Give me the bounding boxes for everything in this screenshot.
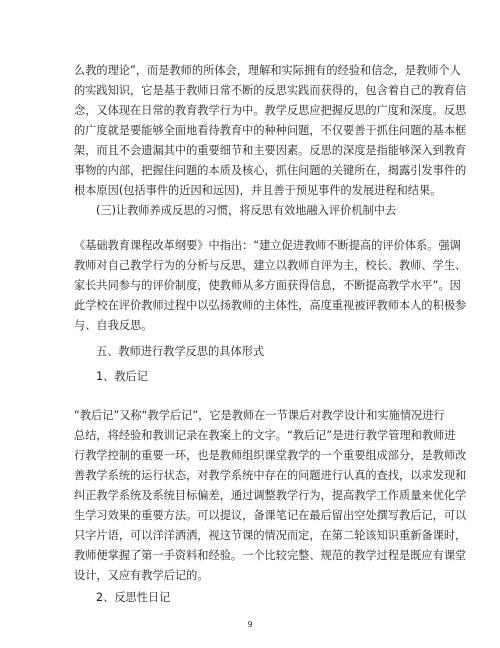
paragraph-line: 此学校在评价教师过程中以弘扬教师的主体性，高度重视被评教师本人的积极参 xyxy=(74,299,467,312)
paragraph-line: 么教的理论”，而是教师的所体会，理解和实际拥有的经验和信念，是教师个人 xyxy=(74,64,461,77)
paragraph-line: 只字片语，可以洋洋洒洒，视这节课的情况而定，在第二轮该知识重新备课时， xyxy=(74,529,467,542)
paragraph-line: 家长共同参与的评价制度，使教师从多方面获得信息，不断提高教学水平”。因 xyxy=(74,279,461,292)
paragraph-line: 与、自我反思。 xyxy=(74,319,153,332)
paragraph-line: 纠正教学系统及系统目标偏差，通过调整教学行为，提高教学工作质量来优化学 xyxy=(74,489,467,502)
paragraph-line: 架，而且不会遗漏其中的重要细节和主要因素。反思的深度是指能够深入到教育 xyxy=(74,144,467,157)
subsection-heading: 2、反思性日记 xyxy=(96,591,171,604)
paragraph-line: 行教学控制的重要一环，也是教师组织课堂教学的一个重要组成部分，是教师改 xyxy=(74,449,467,462)
paragraph-line: 善教学系统的运行状态，对教学系统中存在的问题进行认真的查找，以求发现和 xyxy=(74,469,467,482)
section-heading: (三)让教师养成反思的习惯，将反思有效地融入评价机制中去 xyxy=(96,204,397,217)
paragraph-line: 根本原因(包括事件的近因和远因)，并且善于预见事件的发展进程和结果。 xyxy=(74,184,442,197)
paragraph-line: 《基础教育课程改革纲要》中指出：“建立促进教师不断提高的评价体系。强调 xyxy=(74,239,461,252)
paragraph-line: 的广度就是要能够全面地看待教育中的种种问题，不仅要善于抓住问题的基本框 xyxy=(74,124,467,137)
paragraph-line: 的实践知识，它是基于教师日常不断的反思实践而获得的，包含着自己的教育信 xyxy=(74,84,467,97)
subsection-heading: 1、教后记 xyxy=(96,370,148,383)
paragraph-line: 教师便掌握了第一手资料和经验。一个比较完整、规范的教学过程是既应有课堂 xyxy=(74,549,467,562)
paragraph-line: 总结，将经验和教训记录在教案上的文字。“教后记”是进行教学管理和教师进 xyxy=(74,429,456,442)
paragraph-line: 生学习效果的重要方法。可以提议，备课笔记在最后留出空处撰写教后记，可以 xyxy=(74,509,467,522)
paragraph-line: 事物的内部，把握住问题的本质及核心，抓住问题的关键所在，揭露引发事件的 xyxy=(74,164,467,177)
paragraph-line: 设计，又应有教学后记的。 xyxy=(74,569,209,582)
page-number: 9 xyxy=(247,620,253,629)
paragraph-line: “教后记”又称“教学后记”，它是教师在一节课后对教学设计和实施情况进行 xyxy=(74,409,445,422)
section-heading: 五、教师进行教学反思的具体形式 xyxy=(96,345,265,358)
paragraph-line: 念，又体现在日常的教育教学行为中。教学反思应把握反思的广度和深度。反思 xyxy=(74,104,467,117)
paragraph-line: 教师对自己教学行为的分析与反思，建立以教师自评为主，校长、教师、学生、 xyxy=(74,259,467,272)
